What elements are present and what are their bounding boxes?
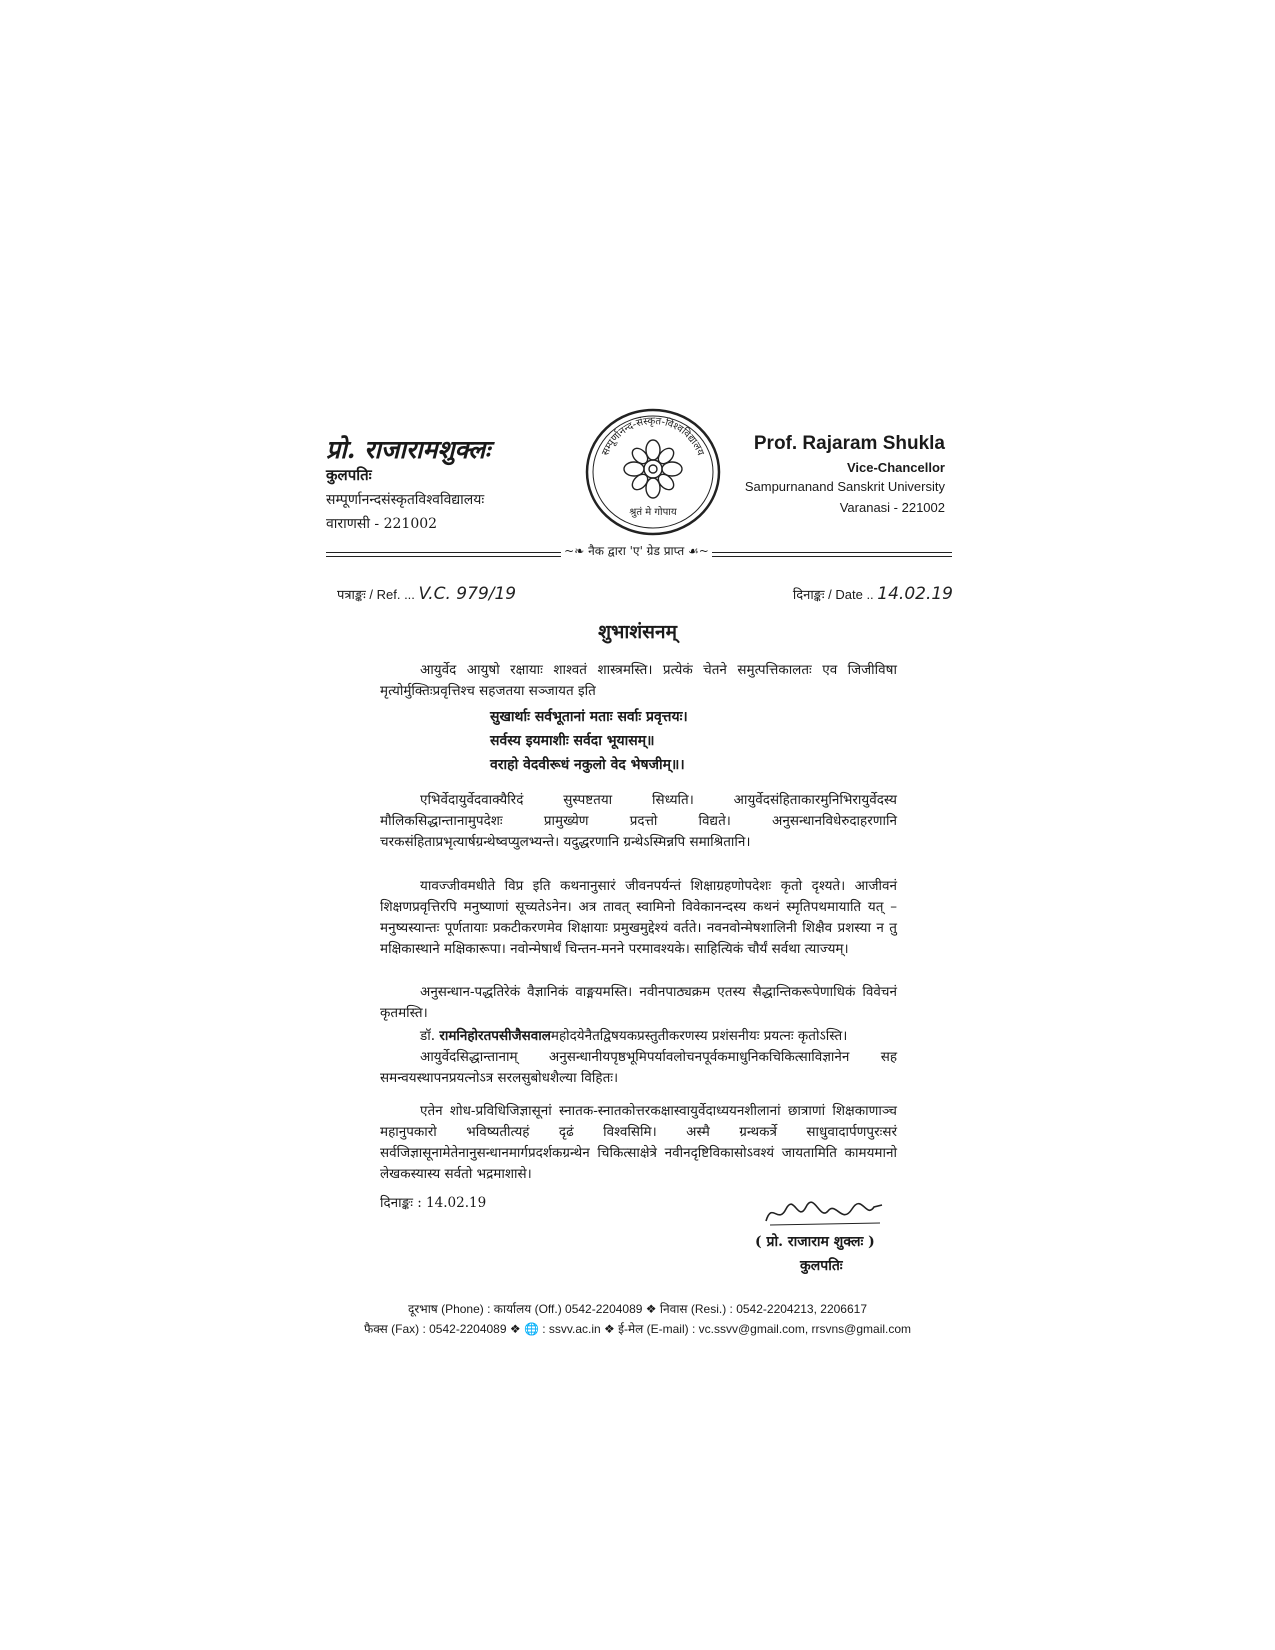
signature-scrawl <box>762 1195 892 1231</box>
date-value: 14.02.19 <box>877 584 953 604</box>
reference-label: पत्राङ्कः / Ref. ... <box>337 587 415 602</box>
flourish-left-icon: ~❧ <box>564 544 585 558</box>
paragraph-2: एभिर्वेदायुर्वेदवाक्यैरिदं सुस्पष्टतया सिध्यति। आयुर्वेदसंहिताकारमुनिभिरायुर्वेदस्य मौलिकसिद्धान्तानामुपदेशः प्रामुख्येण प्रदत्तो विद्यते। अनुसन्धानविधेरुदाहरणानि चरकसंहिताप्रभृत्यार्षग्रन्थेष्वप्युलभ्यन्ते। यदुद्धरणानि ग्रन्थेऽस्मिन्नपि समाश्रितानि। <box>380 792 897 850</box>
flourish-right-icon: ☙~ <box>688 544 709 558</box>
verse-line-2: सर्वस्य इयमाशीः सर्वदा भूयासम्॥ <box>490 733 655 749</box>
university-name-hindi: सम्पूर्णानन्दसंस्कृतविश्वविद्यालयः <box>326 492 485 508</box>
signatory-name: ( प्रो. राजाराम शुक्लः ) <box>755 1234 875 1250</box>
letter-date: दिनाङ्कः : 14.02.19 <box>380 1195 487 1211</box>
date-line <box>793 584 953 604</box>
naac-grade-note: ~❧ नैक द्वारा 'ए' ग्रेड प्राप्त ☙~ <box>564 544 709 558</box>
university-name-english: Sampurnanand Sanskrit University <box>744 479 945 494</box>
author-name: रामनिहोरतपसीजैसवाल <box>439 1028 551 1044</box>
footer-phone-line: दूरभाष (Phone) : कार्यालय (Off.) 0542-2204089 ❖ निवास (Resi.) : 0542-2204213, 2206617 <box>407 1302 867 1316</box>
sender-title-hindi: कुलपतिः <box>326 466 372 484</box>
divider-right <box>712 552 952 553</box>
paragraph-7: एतेन शोध-प्रविधिजिज्ञासूनां स्नातक-स्नातकोत्तरकक्षास्वायुर्वेदाध्ययनशीलानां छात्राणां शिक्षकाणाञ्च महानुपकारो भविष्यतीत्यहं दृढं विश्वसिमि। अस्मै ग्रन्थकर्त्रे साधुवादार्पणपुरःसरं सर्वजिज्ञासूनामेतेनानुसन्धानमार्गप्रदर्शकग्रन्थेन चिकित्साक्षेत्रे नवीनदृष्टिविकासोऽवश्यं जायतामिति कामयमानो लेखकस्यास्य सर्वतो भद्रमाशासे। <box>380 1103 897 1182</box>
footer-contact-line: फैक्स (Fax) : 0542-2204089 ❖ 🌐 : ssvv.ac.in ❖ ई-मेल (E-mail) : vc.ssvv@gmail.com, rrsvns@gmail.com <box>363 1322 912 1336</box>
paragraph-4: अनुसन्धान-पद्धतिरेकं वैज्ञानिकं वाङ्मयमस्ति। नवीनपाठ्यक्रम एतस्य सैद्धान्तिकरूपेणाधिकं विवेचनं कृतमस्ति। <box>380 984 897 1021</box>
university-seal <box>583 407 723 537</box>
divider-left-2 <box>326 556 561 557</box>
paragraph-5: डॉ. रामनिहोरतपसीजैसवालमहोदयेनैतद्विषयकप्रस्तुतीकरणस्य प्रशंसनीयः प्रयत्नः कृतोऽस्ति। <box>420 1028 848 1044</box>
reference-line <box>337 584 516 604</box>
paragraph-1: आयुर्वेद आयुषो रक्षायाः शाश्वतं शास्त्रमस्ति। प्रत्येकं चेतने समुत्पत्तिकालतः एव जिजीविषा मृत्योर्मुक्तिःप्रवृत्तिश्च सहजतया सञ्जायत इति <box>380 662 897 699</box>
letter-heading: शुभाशंसनम् <box>598 621 677 643</box>
reference-number: V.C. 979/19 <box>418 584 517 604</box>
paragraph-6: आयुर्वेदसिद्धान्तानाम् अनुसन्धानीयपृष्ठभूमिपर्यावलोचनपूर्वकमाधुनिकचिकित्साविज्ञानेन सह समन्वयस्थापनप्रयत्नोऽत्र सरलसुबोधशैल्या विहितः। <box>380 1049 897 1086</box>
city-hindi: वाराणसी - 221002 <box>326 516 438 532</box>
lotus-icon <box>624 440 682 498</box>
sender-name-english: Prof. Rajaram Shukla <box>753 433 945 454</box>
signatory-title: कुलपतिः <box>800 1258 843 1274</box>
sender-name-hindi: प्रो. राजारामशुक्लः <box>326 435 491 464</box>
date-label: दिनाङ्कः / Date .. <box>792 587 874 602</box>
verse-line-3: वराहो वेदवीरूधं नकुलो वेद भेषजीम्॥। <box>490 757 685 773</box>
paragraph-3: यावज्जीवमधीते विप्र इति कथनानुसारं जीवनपर्यन्तं शिक्षाग्रहणोपदेशः कृतो दृश्यते। आजीवनं शिक्षणप्रवृत्तिरपि मनुष्याणां सूच्यतेऽनेन। अत्र तावत् स्वामिनो विवेकानन्दस्य कथनं स्मृतिपथमायाति यत् – मनुष्यस्यान्तः पूर्णतायाः प्रकटीकरणमेव शिक्षायाः प्रमुखमुद्देश्यं वर्तते। नवनवोन्मेषशालिनी शिक्षैव प्रशस्या न तु मक्षिकास्थाने मक्षिकारूपा। नवोन्मेषार्थं चिन्तन-मनने परमावश्यके। साहित्यिकं चौर्यं सर्वथा त्याज्यम्। <box>380 878 897 957</box>
divider-left <box>326 552 561 553</box>
verse-line-1: सुखार्थाः सर्वभूतानां मताः सर्वाः प्रवृत्तयः। <box>490 709 688 725</box>
svg-text:सम्पूर्णानन्द-संस्कृत-विश्वविद: सम्पूर्णानन्द-संस्कृत-विश्वविद्यालय <box>600 415 706 458</box>
svg-text:श्रुतं मे गोपाय: श्रुतं मे गोपाय <box>629 507 677 518</box>
divider-right-2 <box>712 556 952 557</box>
sender-title-english: Vice-Chancellor <box>846 460 945 475</box>
city-english: Varanasi - 221002 <box>839 500 945 515</box>
